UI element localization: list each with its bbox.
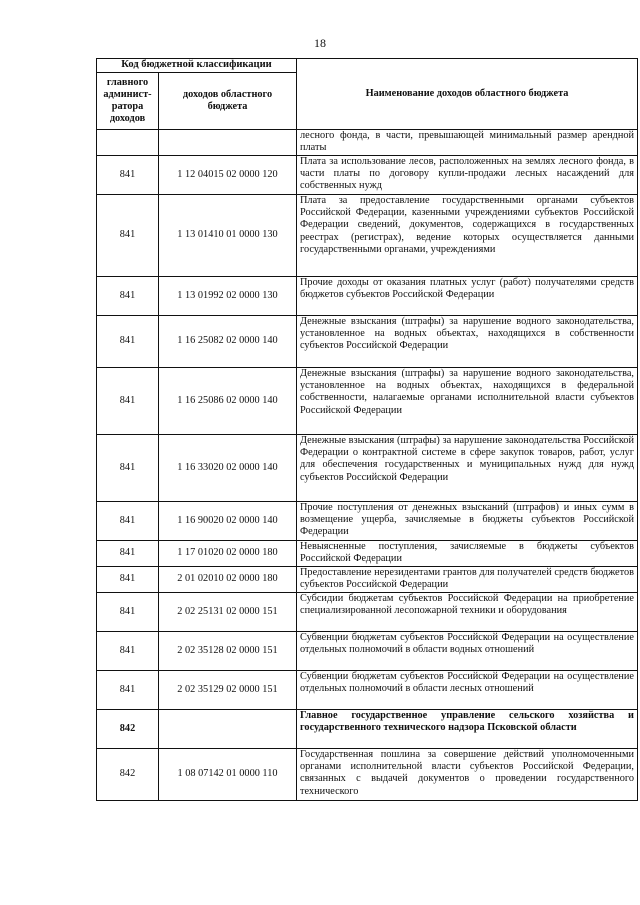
table-row-section-header <box>97 710 638 749</box>
revenue-name-cell: Главное государственное управление сельского хозяйства и государственного технического надзора Псковской области <box>297 710 638 749</box>
revenue-name-cell: Невыясненные поступления, зачисляемые в бюджеты субъектов Российской Федерации <box>297 541 638 567</box>
header-revenue-name: Наименование доходов областного бюджета <box>297 59 638 130</box>
revenue-code-cell: 2 02 25131 02 0000 151 <box>159 593 297 632</box>
table-row <box>97 277 638 316</box>
table-row <box>97 368 638 435</box>
revenue-name-cell: Субвенции бюджетам субъектов Российской Федерации на осуществление отдельных полномочий в области водных отношений <box>297 632 638 671</box>
revenue-name-cell: Денежные взыскания (штрафы) за нарушение законодательства Российской Федерации о контрактной системе в сфере закупок товаров, работ, услуг для обеспечения государственных и муниципальных нужд для нужд субъектов Российской Федерации <box>297 435 638 502</box>
revenue-code-cell: 1 16 90020 02 0000 140 <box>159 502 297 541</box>
table-row <box>97 502 638 541</box>
revenue-name-cell: Государственная пошлина за совершение действий уполномоченными органами исполнительной власти субъектов Российской Федерации, связанных с выдачей документов о проведении государственного технического <box>297 749 638 801</box>
revenue-name-cell: Плата за использование лесов, расположенных на землях лесного фонда, в части платы по договору купли-продажи лесных насаждений для собственных нужд <box>297 156 638 195</box>
revenue-code-cell: 2 02 35129 02 0000 151 <box>159 671 297 710</box>
revenue-code-cell <box>159 710 297 749</box>
revenue-code-cell: 1 08 07142 01 0000 110 <box>159 749 297 801</box>
header-main-administrator: главного админист-ратора доходов <box>97 73 159 130</box>
table-header-row-1 <box>97 59 638 73</box>
table-row <box>97 435 638 502</box>
admin-code-cell: 841 <box>97 368 159 435</box>
revenue-code-cell: 1 12 04015 02 0000 120 <box>159 156 297 195</box>
admin-code-cell: 841 <box>97 156 159 195</box>
revenue-code-cell: 1 13 01992 02 0000 130 <box>159 277 297 316</box>
page-number: 18 <box>314 36 326 50</box>
revenue-code-cell: 2 01 02010 02 0000 180 <box>159 567 297 593</box>
revenue-name-cell: Прочие поступления от денежных взысканий (штрафов) и иных сумм в возмещение ущерба, зачисляемые в бюджеты субъектов Российской Федерации <box>297 502 638 541</box>
revenue-name-cell: лесного фонда, в части, превышающей минимальный размер арендной платы <box>297 130 638 156</box>
admin-code-cell: 841 <box>97 502 159 541</box>
admin-code-cell: 841 <box>97 195 159 277</box>
revenue-name-cell: Субвенции бюджетам субъектов Российской Федерации на осуществление отдельных полномочий в области лесных отношений <box>297 671 638 710</box>
table-row <box>97 195 638 277</box>
admin-code-cell: 842 <box>97 710 159 749</box>
revenue-name-cell: Плата за предоставление государственными органами субъектов Российской Федерации, казенными учреждениями субъектов Российской Федерации сведений, документов, содержащихся в государственных реестрах (регистрах), ведение которых осуществляется данными государственными органами, учреждениями <box>297 195 638 277</box>
revenue-code-cell: 1 13 01410 01 0000 130 <box>159 195 297 277</box>
revenue-code-cell: 1 17 01020 02 0000 180 <box>159 541 297 567</box>
admin-code-cell <box>97 130 159 156</box>
revenue-code-cell: 2 02 35128 02 0000 151 <box>159 632 297 671</box>
table-row <box>97 156 638 195</box>
revenue-code-cell: 1 16 25082 02 0000 140 <box>159 316 297 368</box>
budget-classification-table <box>96 58 638 801</box>
table-row <box>97 593 638 632</box>
table-row <box>97 541 638 567</box>
revenue-name-cell: Денежные взыскания (штрафы) за нарушение водного законодательства, установленное на водных объектах, находящихся в федеральной собственности, налагаемые органами исполнительной власти субъектов Российской Федерации <box>297 368 638 435</box>
admin-code-cell: 841 <box>97 435 159 502</box>
admin-code-cell: 841 <box>97 671 159 710</box>
admin-code-cell: 841 <box>97 277 159 316</box>
revenue-code-cell: 1 16 33020 02 0000 140 <box>159 435 297 502</box>
revenue-code-cell: 1 16 25086 02 0000 140 <box>159 368 297 435</box>
table-row <box>97 567 638 593</box>
table-row <box>97 671 638 710</box>
admin-code-cell: 841 <box>97 316 159 368</box>
admin-code-cell: 841 <box>97 541 159 567</box>
table-row <box>97 316 638 368</box>
table-row <box>97 632 638 671</box>
revenue-name-cell: Прочие доходы от оказания платных услуг (работ) получателями средств бюджетов субъектов Российской Федерации <box>297 277 638 316</box>
revenue-code-cell <box>159 130 297 156</box>
table-row <box>97 130 638 156</box>
admin-code-cell: 841 <box>97 593 159 632</box>
header-budget-classification-code: Код бюджетной классификации <box>97 59 297 73</box>
revenue-name-cell: Субсидии бюджетам субъектов Российской Федерации на приобретение специализированной лесопожарной техники и оборудования <box>297 593 638 632</box>
revenue-name-cell: Денежные взыскания (штрафы) за нарушение водного законодательства, установленное на водных объектах, находящихся в собственности субъектов Российской Федерации <box>297 316 638 368</box>
header-regional-revenue: доходов областного бюджета <box>159 73 297 130</box>
admin-code-cell: 841 <box>97 632 159 671</box>
table-row <box>97 749 638 801</box>
admin-code-cell: 842 <box>97 749 159 801</box>
revenue-name-cell: Предоставление нерезидентами грантов для получателей средств бюджетов субъектов Российской Федерации <box>297 567 638 593</box>
admin-code-cell: 841 <box>97 567 159 593</box>
